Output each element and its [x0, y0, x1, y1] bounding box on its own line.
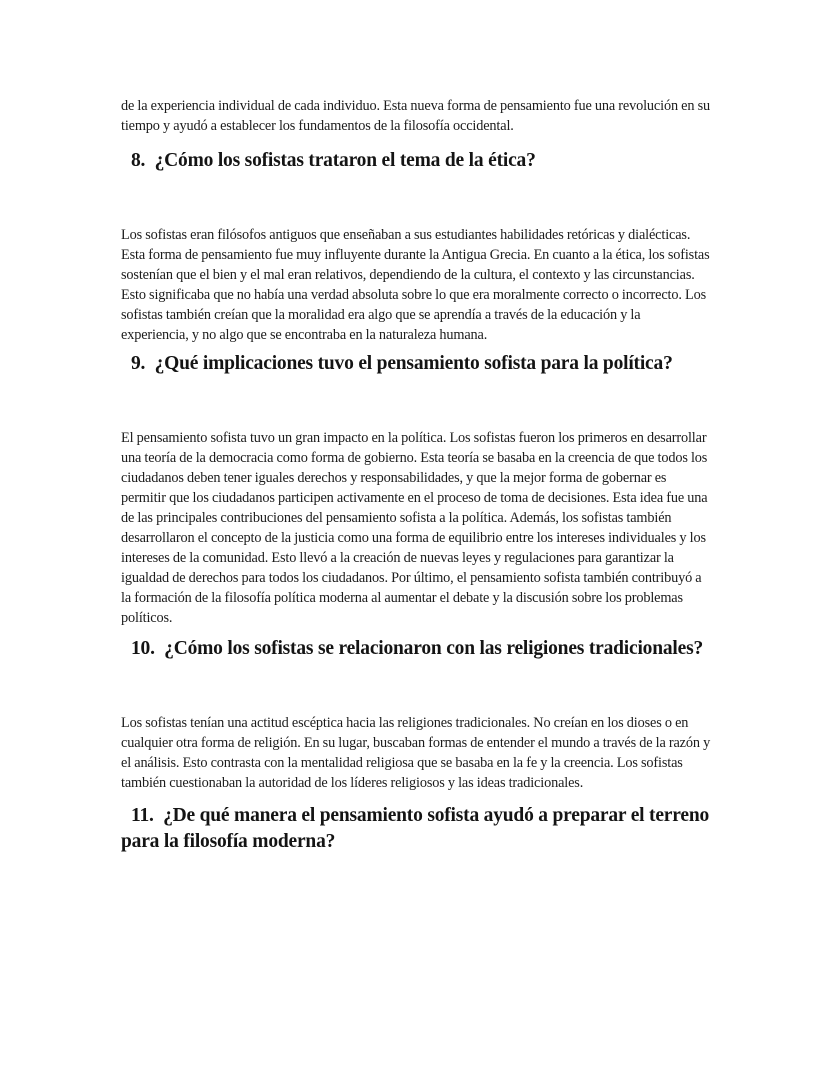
section-8-question: ¿Cómo los sofistas trataron el tema de la ética? — [154, 150, 536, 171]
document-page — [121, 96, 711, 855]
section-11-question: ¿De qué manera el pensamiento sofista ayudó a preparar el terreno para la filosofía moderna? — [121, 805, 710, 852]
section-8-answer: Los sofistas eran filósofos antiguos que enseñaban a sus estudiantes habilidades retóricas y dialécticas. Esta forma de pensamiento fue muy influyente durante la Antigua Grecia. En cuanto a la ética, los sofistas sostenían que el bien y el mal eran relativos, dependiendo de la cultura, el contexto y las circunstancias. Esto significaba que no había una verdad absoluta sobre lo que era moralmente correcto o incorrecto. Los sofistas también creían que la moralidad era algo que se aprendía a través de la educación y la experiencia, y no algo que se encontraba en la naturaleza humana. — [121, 227, 710, 343]
section-9-question: ¿Qué implicaciones tuvo el pensamiento sofista para la política? — [154, 353, 673, 374]
section-10-heading — [121, 636, 711, 662]
section-10-answer: Los sofistas tenían una actitud escéptica hacia las religiones tradicionales. No creían en los dioses o en cualquier otra forma de religión. En su lugar, buscaban formas de entender el mundo a través de la razón y el análisis. Esto contrasta con la mentalidad religiosa que se basaba en la fe y la creencia. Los sofistas también cuestionaban la autoridad de los líderes religiosos y las ideas tradicionales. — [121, 715, 711, 791]
section-9-heading — [121, 351, 711, 377]
intro-paragraph: de la experiencia individual de cada individuo. Esta nueva forma de pensamiento fue una revolución en su tiempo y ayudó a establecer los fundamentos de la filosofía occidental. — [121, 98, 710, 134]
section-9-answer: El pensamiento sofista tuvo un gran impacto en la política. Los sofistas fueron los primeros en desarrollar una teoría de la democracia como forma de gobierno. Esta teoría se basaba en la creencia de que todos los ciudadanos deben tener iguales derechos y responsabilidades, y que la mejor forma de gobernar es permitir que los ciudadanos participen activamente en el proceso de toma de decisiones. Esta idea fue una de las principales contribuciones del pensamiento sofista a la política. Además, los sofistas también desarrollaron el concepto de la justicia como una forma de equilibrio entre los intereses individuales y los intereses de la comunidad. Esto llevó a la creación de nuevas leyes y regulaciones para garantizar la igualdad de derechos para todos los ciudadanos. Por último, el pensamiento sofista también contribuyó a la formación de la filosofía política moderna al aumentar el debate y la discusión sobre los problemas políticos. — [121, 430, 708, 626]
section-8-number: 8. — [131, 150, 146, 171]
section-11-number: 11. — [131, 805, 154, 826]
section-11-heading — [121, 803, 711, 855]
section-10-number: 10. — [131, 638, 155, 659]
section-9-number: 9. — [131, 353, 146, 374]
section-10-question: ¿Cómo los sofistas se relacionaron con las religiones tradicionales? — [164, 638, 704, 659]
section-8-heading — [121, 148, 711, 174]
